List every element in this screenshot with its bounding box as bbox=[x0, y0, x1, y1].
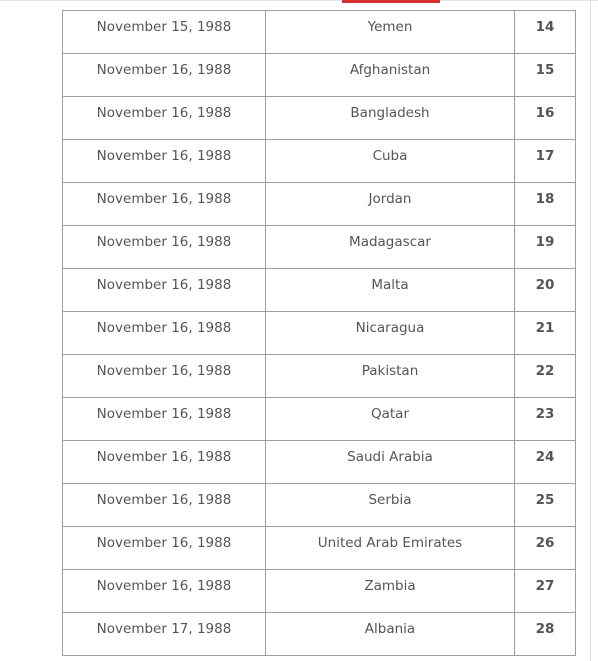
order-number-cell: 23 bbox=[515, 398, 576, 441]
order-number-cell: 19 bbox=[515, 226, 576, 269]
date-cell: November 16, 1988 bbox=[63, 312, 266, 355]
date-cell: November 16, 1988 bbox=[63, 183, 266, 226]
country-cell: Jordan bbox=[266, 183, 515, 226]
table-row bbox=[63, 398, 576, 441]
order-number-cell: 26 bbox=[515, 527, 576, 570]
date-cell: November 17, 1988 bbox=[63, 613, 266, 656]
date-cell: November 16, 1988 bbox=[63, 527, 266, 570]
top-divider bbox=[0, 0, 598, 1]
country-cell: Cuba bbox=[266, 140, 515, 183]
country-cell: Nicaragua bbox=[266, 312, 515, 355]
order-number-cell: 27 bbox=[515, 570, 576, 613]
order-number-cell: 17 bbox=[515, 140, 576, 183]
order-number-cell: 21 bbox=[515, 312, 576, 355]
table-row bbox=[63, 355, 576, 398]
date-cell: November 16, 1988 bbox=[63, 398, 266, 441]
date-cell: November 16, 1988 bbox=[63, 269, 266, 312]
country-cell: Malta bbox=[266, 269, 515, 312]
country-cell: Afghanistan bbox=[266, 54, 515, 97]
country-cell: Bangladesh bbox=[266, 97, 515, 140]
date-cell: November 16, 1988 bbox=[63, 54, 266, 97]
order-number-cell: 25 bbox=[515, 484, 576, 527]
table-row bbox=[63, 441, 576, 484]
table-row bbox=[63, 183, 576, 226]
order-number-cell: 16 bbox=[515, 97, 576, 140]
page-edge-divider bbox=[590, 0, 591, 661]
table-row bbox=[63, 527, 576, 570]
table-row bbox=[63, 312, 576, 355]
country-cell: Pakistan bbox=[266, 355, 515, 398]
recognition-table bbox=[62, 10, 576, 656]
table-row bbox=[63, 97, 576, 140]
order-number-cell: 24 bbox=[515, 441, 576, 484]
table-row bbox=[63, 226, 576, 269]
table-row bbox=[63, 269, 576, 312]
country-cell: Serbia bbox=[266, 484, 515, 527]
table-row bbox=[63, 11, 576, 54]
date-cell: November 16, 1988 bbox=[63, 97, 266, 140]
date-cell: November 16, 1988 bbox=[63, 140, 266, 183]
date-cell: November 16, 1988 bbox=[63, 441, 266, 484]
order-number-cell: 18 bbox=[515, 183, 576, 226]
table-row bbox=[63, 140, 576, 183]
order-number-cell: 22 bbox=[515, 355, 576, 398]
table-row bbox=[63, 613, 576, 656]
date-cell: November 16, 1988 bbox=[63, 484, 266, 527]
country-cell: United Arab Emirates bbox=[266, 527, 515, 570]
date-cell: November 15, 1988 bbox=[63, 11, 266, 54]
table-row bbox=[63, 54, 576, 97]
table-row bbox=[63, 484, 576, 527]
order-number-cell: 28 bbox=[515, 613, 576, 656]
order-number-cell: 14 bbox=[515, 11, 576, 54]
country-cell: Yemen bbox=[266, 11, 515, 54]
table-row bbox=[63, 570, 576, 613]
country-cell: Qatar bbox=[266, 398, 515, 441]
date-cell: November 16, 1988 bbox=[63, 355, 266, 398]
country-cell: Saudi Arabia bbox=[266, 441, 515, 484]
country-cell: Zambia bbox=[266, 570, 515, 613]
active-tab-indicator bbox=[342, 0, 440, 3]
date-cell: November 16, 1988 bbox=[63, 226, 266, 269]
order-number-cell: 15 bbox=[515, 54, 576, 97]
country-cell: Madagascar bbox=[266, 226, 515, 269]
date-cell: November 16, 1988 bbox=[63, 570, 266, 613]
order-number-cell: 20 bbox=[515, 269, 576, 312]
country-cell: Albania bbox=[266, 613, 515, 656]
